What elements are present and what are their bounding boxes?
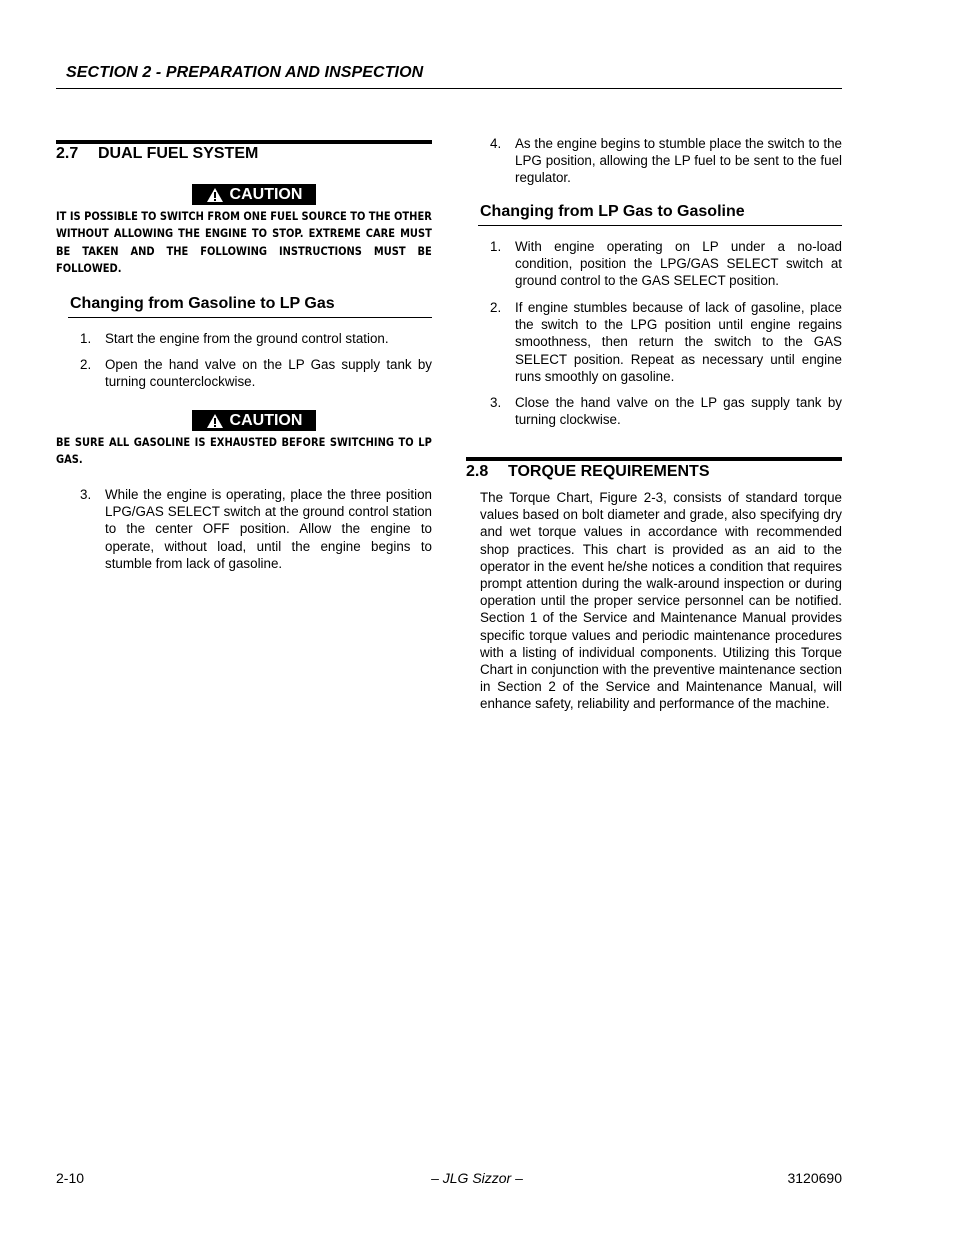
list-item-text: Close the hand valve on the LP gas supply tank by turning clockwise.	[515, 395, 842, 428]
list-item	[490, 299, 842, 387]
footer-title: – JLG Sizzor –	[431, 1170, 523, 1186]
warning-triangle-icon	[206, 413, 224, 429]
list-item-text: As the engine begins to stumble place the switch to the LPG position, allowing the LP fuel to be sent to the fuel regulator.	[515, 136, 842, 186]
warning-triangle-icon	[206, 187, 224, 203]
list-item-text: If engine stumbles because of lack of gasoline, place the switch to the LPG position until engine regains smoothness, then return the switch to the GAS SELECT position. Repeat as necessary until engine runs smoothly on gasoline.	[515, 300, 842, 384]
list-item	[490, 135, 842, 187]
torque-requirements-paragraph: The Torque Chart, Figure 2-3, consists of standard torque values based on bolt diameter and grade, also specifying dry and wet torque values in accordance with recommended shop practices. This chart is provided as an aid to the operator in the event he/she notices a condition that requires prompt attention during the walk-around inspection or during operation until the proper service personnel can be notified. Section 1 of the Service and Maintenance Manual provides specific torque values and periodic maintenance procedures with a listing of individual components. Utilizing this Torque Chart in conjunction with the preventive maintenance section in Section 2 of the Service and Maintenance Manual, will enhance safety, reliability and performance of the machine.	[480, 490, 842, 712]
list-item-text: While the engine is operating, place the three position LPG/GAS SELECT switch at the ground control station to the center OFF position. Allow the engine to operate, without load, until the engine begins to stumble from lack of gasoline.	[105, 487, 432, 571]
list-item-number: 2.	[80, 357, 92, 372]
list-item-text: With engine operating on LP under a no-load condition, position the LPG/GAS SELECT switch at ground control to the GAS SELECT position.	[515, 239, 842, 289]
list-item-number: 4.	[490, 136, 502, 151]
list-item-number: 2.	[490, 300, 502, 315]
list-item-number: 1.	[80, 331, 92, 346]
list-item	[80, 330, 432, 348]
list-item-text: Open the hand valve on the LP Gas supply tank by turning counterclockwise.	[105, 357, 432, 390]
list-item	[490, 394, 842, 430]
subsection-lp-to-gas-title: Changing from LP Gas to Gasoline	[480, 203, 745, 220]
list-item-number: 1.	[490, 239, 502, 254]
caution-banner-2	[192, 410, 316, 431]
list-item	[80, 356, 432, 392]
section-2-7-heading	[56, 145, 258, 163]
header-rule	[56, 88, 842, 89]
caution-label-1: CAUTION	[229, 185, 303, 203]
section-2-7-bar	[56, 140, 432, 144]
section-2-8-number: 2.8	[466, 463, 489, 480]
section-header-title: SECTION 2 - PREPARATION AND INSPECTION	[66, 64, 424, 81]
list-item-number: 3.	[490, 395, 502, 410]
section-2-8-bar	[466, 457, 842, 461]
caution-label-2: CAUTION	[229, 411, 303, 429]
list-item-text: Start the engine from the ground control station.	[105, 331, 389, 346]
list-item	[490, 238, 842, 290]
list-item-number: 3.	[80, 487, 92, 502]
caution-text-1: IT IS POSSIBLE TO SWITCH FROM ONE FUEL SOURCE TO THE OTHER WITHOUT ALLOWING THE ENGINE TO STOP. EXTREME CARE MUST BE TAKEN AND THE FOLLOWING INSTRUCTIONS MUST BE FOLLOWED.	[56, 209, 432, 275]
list-item	[80, 486, 432, 574]
subsection-lp-to-gas-rule	[478, 225, 842, 226]
section-2-7-title: DUAL FUEL SYSTEM	[98, 145, 259, 162]
section-2-7-number: 2.7	[56, 145, 79, 162]
footer-page-number: 2-10	[56, 1170, 85, 1186]
caution-text-2: BE SURE ALL GASOLINE IS EXHAUSTED BEFORE SWITCHING TO LP GAS.	[56, 435, 432, 467]
caution-banner-1	[192, 184, 316, 205]
subsection-gas-to-lp-rule	[68, 317, 432, 318]
section-2-8-heading	[466, 463, 710, 481]
subsection-gas-to-lp-title: Changing from Gasoline to LP Gas	[70, 295, 335, 312]
footer-doc-number: 3120690	[787, 1170, 842, 1186]
section-2-8-title: TORQUE REQUIREMENTS	[508, 463, 710, 480]
